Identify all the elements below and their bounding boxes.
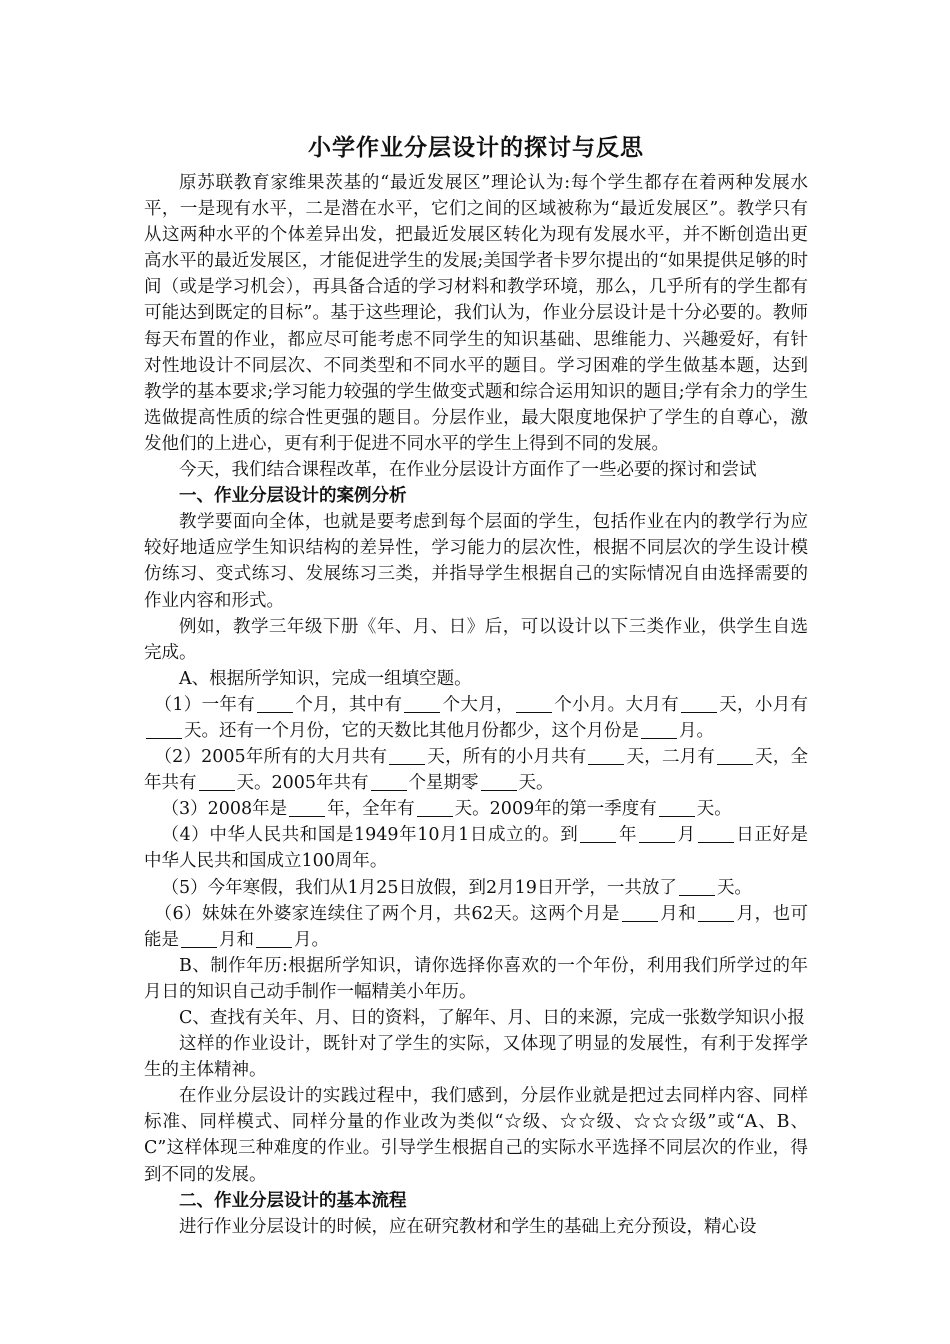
question-text-segment: （5）今年寒假，我们从1月25日放假，到2月19日开学，一共放了	[161, 877, 677, 898]
question-text-segment: 天。2009年的第一季度有	[454, 799, 657, 820]
question-text-segment: 个星期零	[408, 773, 479, 794]
question-text-segment: 年，全年有	[327, 799, 415, 820]
answer-blank	[679, 877, 715, 896]
question-4	[144, 822, 808, 874]
answer-blank	[641, 720, 677, 739]
question-text-segment: 天，所有的小月共有	[427, 747, 587, 768]
question-text-segment: （2）2005年所有的大月共有	[154, 747, 388, 768]
document-title: 小学作业分层设计的探讨与反思	[308, 134, 644, 161]
item-a: A、根据所学知识，完成一组填空题。	[179, 668, 472, 689]
question-text-segment: 月。	[679, 720, 714, 741]
answer-blank	[698, 825, 734, 844]
question-text-segment: （1）一年有	[154, 694, 256, 715]
question-text-segment: （3）2008年是	[161, 799, 288, 820]
question-text-segment: 个月，其中有	[295, 694, 403, 715]
question-3	[144, 796, 808, 822]
question-text-segment: 天，全年共有	[144, 747, 808, 794]
answer-blank	[659, 799, 695, 818]
question-text-segment: 年	[618, 825, 638, 846]
question-text-segment: 月，也可能是	[144, 903, 809, 950]
practice-paragraph: 在作业分层设计的实践过程中，我们感到，分层作业就是把过去同样内容、同样标准、同样模式、同样分量的作业改为类似“☆级、☆☆级、☆☆☆级”或“A、B、C”这样体现三种难度的作业。引导学生根据自己的实际水平选择不同层次的作业，得到不同的发展。	[144, 1086, 808, 1185]
question-text-segment: 天。	[716, 877, 752, 898]
today-paragraph: 今天，我们结合课程改革，在作业分层设计方面作了一些必要的探讨和尝试	[179, 460, 757, 481]
question-text-segment: 天。	[518, 773, 554, 794]
answer-blank	[417, 799, 453, 818]
answer-blank	[404, 694, 440, 713]
answer-blank	[588, 747, 624, 766]
question-text-segment: 天，小月有	[718, 694, 809, 715]
section-heading-1: 一、作业分层设计的案例分析	[179, 486, 407, 507]
question-text-segment: 天。还有一个月份，它的天数比其他月份都少，这个月份是	[184, 720, 639, 741]
answer-blank	[717, 747, 753, 766]
answer-blank	[371, 773, 407, 792]
question-text-segment: 日正好是中华人民共和国成立100周年。	[144, 825, 809, 872]
answer-blank	[289, 799, 325, 818]
question-text-segment: 天，二月有	[626, 747, 715, 768]
question-text-segment: 月	[677, 825, 696, 846]
document-body	[144, 132, 808, 1240]
answer-blank	[257, 694, 293, 713]
answer-blank	[256, 929, 292, 948]
question-text-segment: 天。2005年共有	[236, 773, 369, 794]
question-1	[144, 692, 808, 744]
question-text-segment: 天。	[696, 799, 732, 820]
answer-blank	[389, 747, 425, 766]
answer-blank	[639, 825, 675, 844]
example-paragraph: 例如，教学三年级下册《年、月、日》后，可以设计以下三类作业，供学生自选完成。	[144, 616, 808, 663]
answer-blank	[481, 773, 517, 792]
design-paragraph: 这样的作业设计，既针对了学生的实际，又体现了明显的发展性，有利于发挥学生的主体精神。	[144, 1034, 808, 1081]
question-text-segment: 个小月。大月有	[553, 694, 679, 715]
answer-blank	[516, 694, 552, 713]
item-c: C、查找有关年、月、日的资料，了解年、月、日的来源，完成一张数学知识小报	[179, 1008, 805, 1028]
section-heading-2: 二、作业分层设计的基本流程	[179, 1190, 407, 1211]
answer-blank	[580, 825, 616, 844]
question-2	[144, 744, 808, 796]
answer-blank	[146, 720, 182, 739]
question-text-segment: （6）妹妹在外婆家连续住了两个月，共62天。这两个月是	[154, 903, 620, 924]
question-6	[144, 901, 808, 953]
question-text-segment: （4）中华人民共和国是1949年10月1日成立的。到	[161, 825, 579, 846]
item-b: B、制作年历:根据所学知识，请你选择你喜欢的一个年份，利用我们所学过的年月日的知识自己动手制作一幅精美小年历。	[144, 955, 808, 1002]
answer-blank	[622, 903, 658, 922]
teaching-paragraph: 教学要面向全体，也就是要考虑到每个层面的学生，包括作业在内的教学行为应较好地适应学生知识结构的差异性，学习能力的层次性，根据不同层次的学生设计模仿练习、变式练习、发展练习三类，并指导学生根据自己的实际情况自由选择需要的作业内容和形式。	[144, 512, 808, 611]
question-text-segment: 个大月，	[442, 694, 514, 715]
answer-blank	[181, 929, 217, 948]
question-text-segment: 月和	[219, 929, 254, 950]
question-text-segment: 月和	[659, 903, 697, 924]
question-5	[144, 875, 808, 901]
question-text-segment: 月。	[294, 929, 329, 950]
intro-paragraph: 原苏联教育家维果茨基的“最近发展区”理论认为:每个学生都存在着两种发展水平，一是现有水平，二是潜在水平，它们之间的区域被称为“最近发展区”。教学只有从这两种水平的个体差异出发，把最近发展区转化为现有发展水平，并不断创造出更高水平的最近发展区，才能促进学生的发展;美国学者卡罗尔提出的“如果提供足够的时间（或是学习机会），再具备合适的学习材料和教学环境，那么，几乎所有的学生都有可能达到既定的目标”。基于这些理论，我们认为，作业分层设计是十分必要的。教师每天布置的作业，都应尽可能考虑不同学生的知识基础、思维能力、兴趣爱好，有针对性地设计不同层次、不同类型和不同水平的题目。学习困难的学生做基本题，达到教学的基本要求;学习能力较强的学生做变式题和综合运用知识的题目;学有余力的学生选做提高性质的综合性更强的题目。分层作业，最大限度地保护了学生的自尊心，激发他们的上进心，更有利于促进不同水平的学生上得到不同的发展。	[144, 173, 808, 454]
last-paragraph: 进行作业分层设计的时候，应在研究教材和学生的基础上充分预设，精心设	[179, 1216, 757, 1237]
answer-blank	[199, 773, 235, 792]
answer-blank	[681, 694, 717, 713]
answer-blank	[698, 903, 734, 922]
